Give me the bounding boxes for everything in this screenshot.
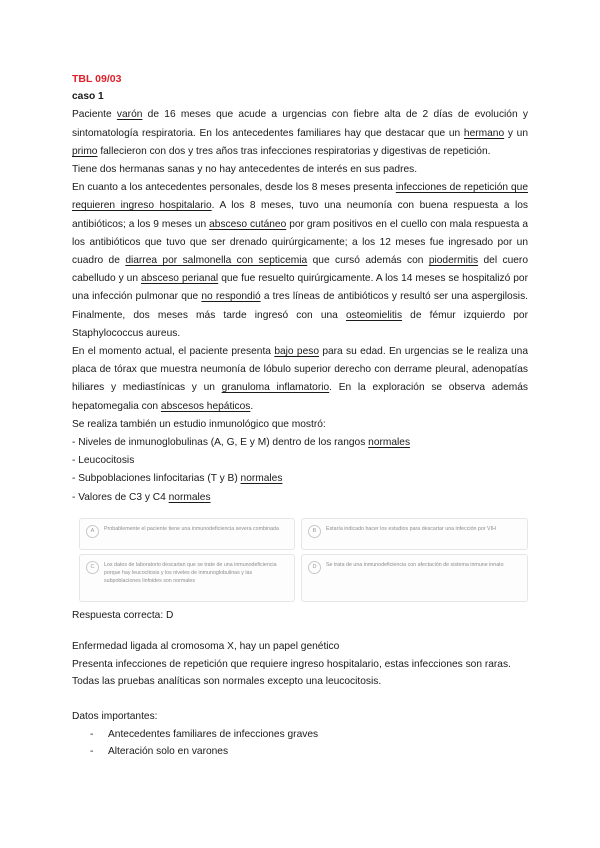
option-text: Probablemente el paciente tiene una inmunodeficiencia severa combinada [104,526,279,532]
option-text: Los datos de laboratorio descartan que se trate de una inmunodeficiencia porque hay leucocitosis y los niveles de inmunoglobulinas y las subpoblaciones linfoides son normales [104,562,277,584]
option-letter: D [308,561,321,574]
option-letter: C [86,561,99,574]
case-content [72,70,528,507]
option-c[interactable] [79,554,295,602]
paragraph-history: En cuanto a los antecedentes personales, desde los 8 meses presenta infecciones de repetición que requieren ingreso hospitalario. A los 8 meses, tuvo una neumonía con buena respuesta a los antibióticos; a los 9 meses un absceso cutáneo por gram positivos en el cuello con mala respuesta a los antibióticos que tuvo que ser drenado quirúrgicamente; a los 12 meses fue ingresado por un cuadro de diarrea por salmonella con septicemia que cursó además con piodermitis del cuero cabelludo y un absceso perianal que fue resuelto quirúrgicamente. A los 14 meses se hospitalizó por una infección pulmonar que no respondió a tres líneas de antibióticos y resultó ser una aspergilosis. Finalmente, dos meses más tarde ingresó con una osteomielitis de fémur izquierdo por Staphylococcus aureus. [72,182,529,339]
paragraph-current-state: En el momento actual, el paciente presenta bajo peso para su edad. En urgencias se le realiza una placa de tórax que muestra neumonía de lóbulo superior derecho con derrame pleural, adenopatías hiliares y mediastínicas y un granuloma inflamatorio. En la exploración se observa además hepatomegalia con abscesos hepáticos. [72,346,528,412]
option-d[interactable] [301,554,528,602]
list-item: - Alteración solo en varones [72,743,542,761]
option-letter: A [86,525,99,538]
note-spacer [72,691,542,709]
correct-answer: Respuesta correcta: D [72,610,174,621]
note-line: Enfermedad ligada al cromosoma X, hay un papel genético [72,641,340,652]
list-item: - Subpoblaciones linfocitarias (T y B) normales [72,473,283,485]
note-line: Presenta infecciones de repetición que requiere ingreso hospitalario, estas infecciones son raras. [72,658,511,670]
paragraph-immuno-intro: Se realiza también un estudio inmunológico que mostró: [72,418,326,430]
option-letter: B [308,525,321,538]
notes-section [72,638,542,761]
option-text: Se trata de una inmunodeficiencia con afectación de sistema inmune innato [326,562,504,568]
case-label: caso 1 [72,91,104,103]
option-text: Estaría indicado hacer los estudios para descartar una infección por VIH [326,526,496,532]
list-item: - Valores de C3 y C4 normales [72,491,211,503]
document-title: TBL 09/03 [72,73,122,85]
note-line: Todas las pruebas analíticas son normales excepto una leucocitosis. [72,676,382,687]
paragraph-siblings: Tiene dos hermanas sanas y no hay antecedentes de interés en sus padres. [72,164,418,176]
list-item: - Antecedentes familiares de infecciones graves [72,726,542,744]
list-item: - Leucocitosis [72,455,135,467]
list-item: - Niveles de inmunoglobulinas (A, G, E y M) dentro de los rangos normales [72,437,411,449]
important-data-list [72,726,542,761]
notes-heading: Datos importantes: [72,711,158,722]
answer-options [79,518,529,602]
option-a[interactable] [79,518,295,550]
option-b[interactable] [301,518,528,550]
paragraph-presentation: Paciente varón de 16 meses que acude a urgencias con fiebre alta de 2 días de evolución y sintomatología respiratoria. En los antecedentes familiares hay que destacar que un hermano y un primo fallecieron con dos y tres años tras infecciones respiratorias y digestivas de repetición. [72,109,528,157]
